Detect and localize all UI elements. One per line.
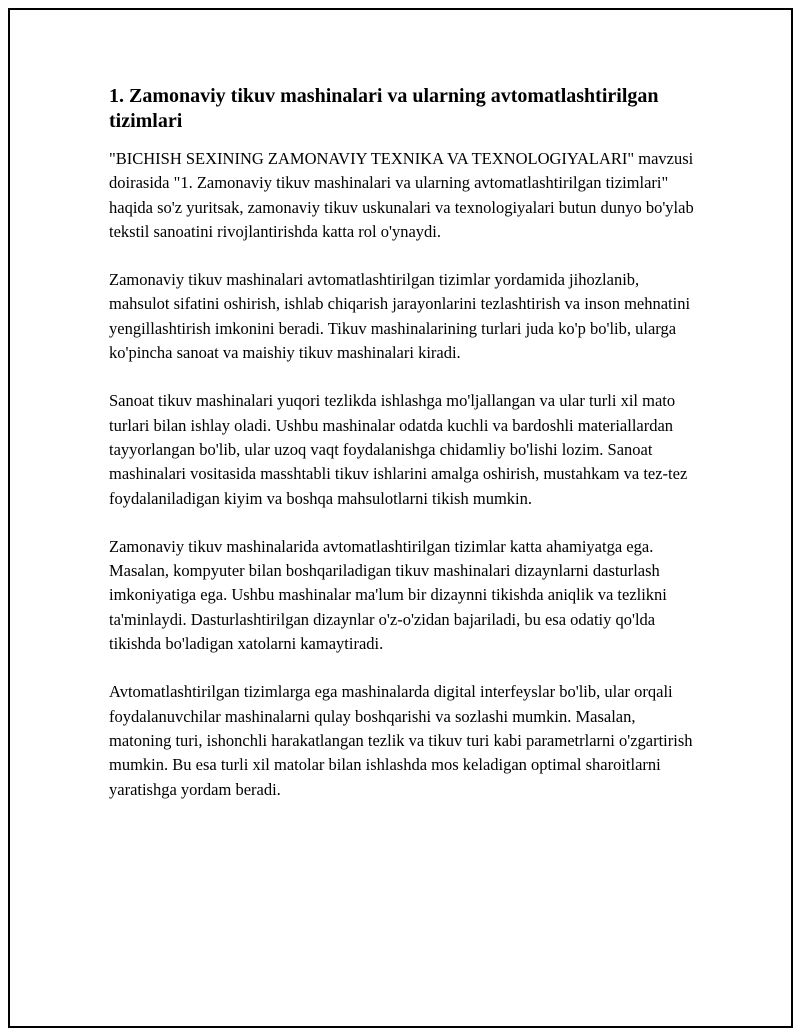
paragraph-modern-machines: Zamonaviy tikuv mashinalari avtomatlashtirilgan tizimlar yordamida jihozlanib, mahsulot sifatini oshirish, ishlab chiqarish jarayonlarini tezlashtirish va inson mehnatini yengillashtirish imkonini beradi. Tikuv mashinalarining turlari juda ko'p bo'lib, ularga ko'pincha sanoat va maishiy tikuv mashinalari kiradi. [109,270,691,363]
document-title: 1. Zamonaviy tikuv mashinalari va ularning avtomatlashtirilgan tizimlari [109,85,659,132]
paragraph-intro: "BICHISH SEXINING ZAMONAVIY TEXNIKA VA TEXNOLOGIYALARI" mavzusi doirasida "1. Zamonaviy tikuv mashinalari va ularning avtomatlashtirilgan tizimlari" haqida so'z yuritsak, zamonaviy tikuv uskunalari va texnologiyalari butun dunyo bo'ylab tekstil sanoatini rivojlantirishda katta rol o'ynaydi. [109,149,694,241]
document-body [109,84,699,826]
paragraph-digital-interfaces: Avtomatlashtirilgan tizimlarga ega mashinalarda digital interfeyslar bo'lib, ular orqali foydalanuvchilar mashinalarni qulay boshqarishi va sozlashi mumkin. Masalan, matoning turi, ishonchli harakatlangan tezlik va tikuv turi kabi parametrlarni o'zgartirish mumkin. Bu esa turli xil matolar bilan ishlashda mos keladigan optimal sharoitlarni yaratishga yordam beradi. [109,682,693,799]
paragraph-automation: Zamonaviy tikuv mashinalarida avtomatlashtirilgan tizimlar katta ahamiyatga ega. Masalan, kompyuter bilan boshqariladigan tikuv mashinalari dizaynlarni dasturlash imkoniyatiga ega. Ushbu mashinalar ma'lum bir dizaynni tikishda aniqlik va tezlikni ta'minlaydi. Dasturlashtirilgan dizaynlar o'z-o'zidan bajariladi, bu esa odatiy qo'lda tikishda bo'ladigan xatolarni kamaytiradi. [109,536,667,654]
paragraph-industrial-machines: Sanoat tikuv mashinalari yuqori tezlikda ishlashga mo'ljallangan va ular turli xil mato turlari bilan ishlay oladi. Ushbu mashinalar odatda kuchli va bardoshli materiallardan tayyorlangan bo'lib, ular uzoq vaqt foydalanishga chidamliy bo'lishi lozim. Sanoat mashinalari vositasida masshtabli tikuv ishlarini amalga oshirish, mustahkam va tez-tez foydalaniladigan kiyim va boshqa mahsulotlarni tikish mumkin. [109,391,688,508]
